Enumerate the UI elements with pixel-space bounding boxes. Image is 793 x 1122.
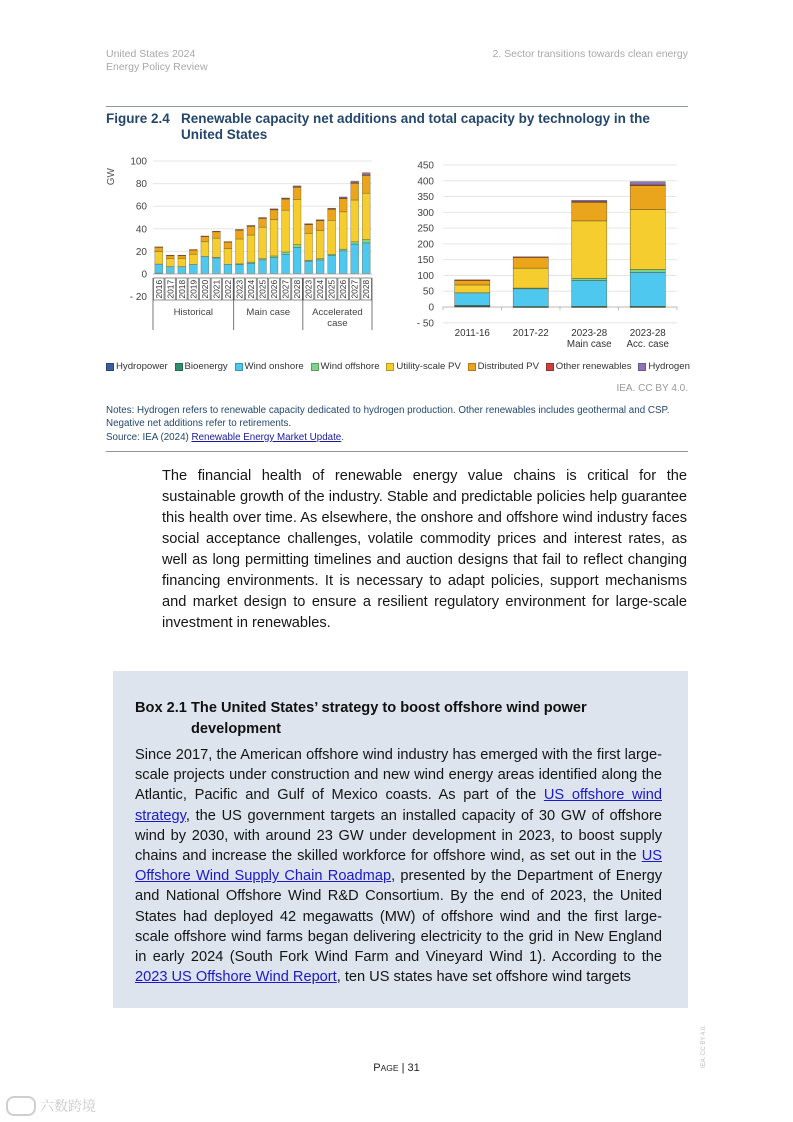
svg-text:400: 400 [417, 176, 434, 188]
svg-text:2028: 2028 [361, 279, 372, 299]
bar-stack [178, 255, 186, 274]
bar-stack [572, 200, 607, 307]
svg-text:100: 100 [417, 270, 434, 282]
legend-item: Hydropower [106, 361, 168, 372]
svg-text:2017-22: 2017-22 [512, 328, 549, 339]
annual-additions-chart [100, 150, 390, 340]
bar-stack [212, 231, 220, 274]
figure-number: Figure 2.4 [106, 111, 170, 126]
figure-top-rule [106, 106, 688, 107]
legend-swatch-icon [235, 363, 243, 371]
svg-text:2020: 2020 [199, 279, 210, 299]
bar-stack [259, 218, 267, 275]
svg-text:Acc. case: Acc. case [626, 339, 669, 350]
svg-text:2019: 2019 [188, 279, 199, 299]
bar-stack [362, 173, 370, 275]
svg-text:2026: 2026 [338, 279, 349, 299]
period-additions-chart [405, 155, 695, 355]
legend-item: Other renewables [546, 361, 632, 372]
figure-caption: Renewable capacity net additions and total capacity by technology in the United States [181, 111, 650, 142]
svg-text:50: 50 [422, 286, 434, 298]
svg-text:2028: 2028 [292, 279, 303, 299]
figure-notes: Notes: Hydrogen refers to renewable capacity dedicated to hydrogen production. Other renewables includes geothermal and CSP. Negative net additions refer to retirements. [106, 405, 670, 429]
legend-item: Hydrogen [638, 361, 690, 372]
legend-item: Distributed PV [468, 361, 539, 372]
svg-text:2023: 2023 [303, 279, 314, 299]
svg-text:2022: 2022 [222, 279, 233, 299]
svg-text:2016: 2016 [153, 279, 164, 299]
svg-text:80: 80 [135, 179, 147, 191]
svg-text:0: 0 [141, 269, 147, 281]
svg-text:2026: 2026 [269, 279, 280, 299]
running-header-left [106, 48, 208, 74]
svg-text:60: 60 [135, 201, 147, 213]
svg-text:Accelerated: Accelerated [312, 307, 363, 318]
bar-stack [155, 247, 163, 274]
svg-text:2024: 2024 [245, 279, 256, 299]
svg-text:Main case: Main case [246, 307, 291, 318]
watermark-logo-icon [6, 1096, 36, 1116]
bar-stack [305, 224, 313, 275]
svg-text:350: 350 [417, 192, 434, 204]
watermark: 六数跨境 [6, 1096, 96, 1116]
figure-title [106, 111, 686, 143]
svg-text:450: 450 [417, 160, 434, 172]
bar-stack [455, 280, 490, 307]
svg-text:case: case [327, 318, 348, 329]
svg-text:2023-28: 2023-28 [571, 328, 608, 339]
link-offshore-wind-report[interactable]: 2023 US Offshore Wind Report [135, 969, 337, 986]
svg-text:2025: 2025 [257, 279, 268, 299]
svg-text:- 20: - 20 [129, 292, 147, 304]
bar-stack [316, 220, 324, 275]
bar-stack [339, 197, 347, 274]
bar-stack [166, 255, 174, 274]
page-number: PAGE | 31 [373, 1062, 420, 1074]
svg-text:Historical: Historical [173, 307, 214, 318]
svg-text:2011-16: 2011-16 [454, 328, 490, 339]
bar-stack [293, 186, 301, 274]
svg-text:150: 150 [417, 255, 434, 267]
svg-text:2018: 2018 [176, 279, 187, 299]
bar-stack [270, 209, 278, 274]
legend-swatch-icon [546, 363, 554, 371]
svg-text:- 50: - 50 [416, 318, 434, 330]
box-label: Box 2.1 [135, 700, 187, 716]
bar-stack [201, 236, 209, 274]
report-country-year: United States 2024 [106, 48, 196, 60]
legend-item: Bioenergy [175, 361, 228, 372]
svg-text:2023: 2023 [234, 279, 245, 299]
svg-text:100: 100 [130, 156, 147, 168]
bar-stack [513, 257, 548, 308]
svg-text:200: 200 [417, 239, 434, 251]
box-title: Box 2.1 The United States’ strategy to boost offshore wind power development [135, 700, 587, 737]
legend-swatch-icon [638, 363, 646, 371]
bar-stack [247, 225, 255, 274]
svg-text:Main case: Main case [566, 339, 612, 350]
legend-swatch-icon [386, 363, 394, 371]
svg-text:2025: 2025 [326, 279, 337, 299]
bar-stack [282, 198, 290, 274]
box-paragraph: Since 2017, the American offshore wind industry has emerged with the first large-scale projects under construction and new wind energy areas identified along the Atlantic, Pacific and Gulf of Mexico coasts. As part of the US offshore wind strategy, the US government targets an installed capacity of 30 GW of offshore wind by 2030, with around 23 GW under development in 2023, to boost supply chains and increase the skilled workforce for offshore wind, as set out in the US Offshore Wind Supply Chain Roadmap, presented by the Department of Energy and National Offshore Wind R&D Consortium. By the end of 2023, the United States had deployed 42 megawatts (MW) of offshore wind and the first large-scale offshore wind farms began delivering electricity to the grid in New England in early 2024 (South Fork Wind Farm and Vineyard Wind 1). According to the 2023 US Offshore Wind Report, ten US states have set offshore wind targets [135, 747, 662, 986]
bar-stack [351, 181, 359, 274]
figure-source: Source: IEA (2024) Renewable Energy Market Update. [106, 432, 344, 443]
box-2-1 [113, 671, 688, 1008]
svg-text:2027: 2027 [280, 279, 291, 299]
bar-stack [236, 229, 244, 274]
legend-swatch-icon [106, 363, 114, 371]
svg-text:2023-28: 2023-28 [629, 328, 666, 339]
svg-text:20: 20 [135, 246, 147, 258]
bar-stack [328, 208, 336, 274]
body-paragraph: The financial health of renewable energy value chains is critical for the sustainable growth of the industry. Stable and predictable policies help guarantee this health over time. As elsewhere, the onshore and offshore wind industry faces social acceptance challenges, volatile commodity prices and interest rates, as well as long permitting timelines and auction designs that fail to reflect changing financing environments. It is necessary to adapt policies, support mechanisms and market design to ensure a resilient regulatory environment for large-scale investment in renewables. [162, 468, 687, 631]
figure-credit: IEA. CC BY 4.0. [616, 383, 688, 394]
side-credit: IEA. CC BY 4.0. [701, 1025, 707, 1068]
legend-swatch-icon [175, 363, 183, 371]
bar-stack [189, 250, 197, 275]
report-series: Energy Policy Review [106, 61, 208, 73]
source-link[interactable]: Renewable Energy Market Update [191, 432, 342, 443]
svg-text:0: 0 [428, 302, 434, 314]
legend-item: Wind onshore [235, 361, 304, 372]
bar-stack [224, 242, 232, 275]
svg-text:300: 300 [417, 207, 434, 219]
legend-item: Wind offshore [311, 361, 380, 372]
svg-text:2027: 2027 [349, 279, 360, 299]
legend-item: Utility-scale PV [386, 361, 461, 372]
svg-text:2017: 2017 [165, 279, 176, 299]
legend-swatch-icon [468, 363, 476, 371]
svg-text:2024: 2024 [315, 279, 326, 299]
svg-text:GW: GW [106, 168, 117, 186]
svg-text:2021: 2021 [211, 279, 222, 299]
chart-legend [106, 361, 690, 372]
running-header-chapter: 2. Sector transitions towards clean energy [492, 48, 688, 60]
figure-bottom-rule [106, 451, 688, 452]
bar-stack [630, 182, 665, 308]
svg-text:40: 40 [135, 224, 147, 236]
link-supply-chain-roadmap[interactable]: US Offshore Wind Supply Chain Roadmap [135, 848, 662, 885]
svg-text:250: 250 [417, 223, 434, 235]
link-us-offshore-wind-strategy[interactable]: US offshore wind strategy [135, 787, 662, 824]
legend-swatch-icon [311, 363, 319, 371]
